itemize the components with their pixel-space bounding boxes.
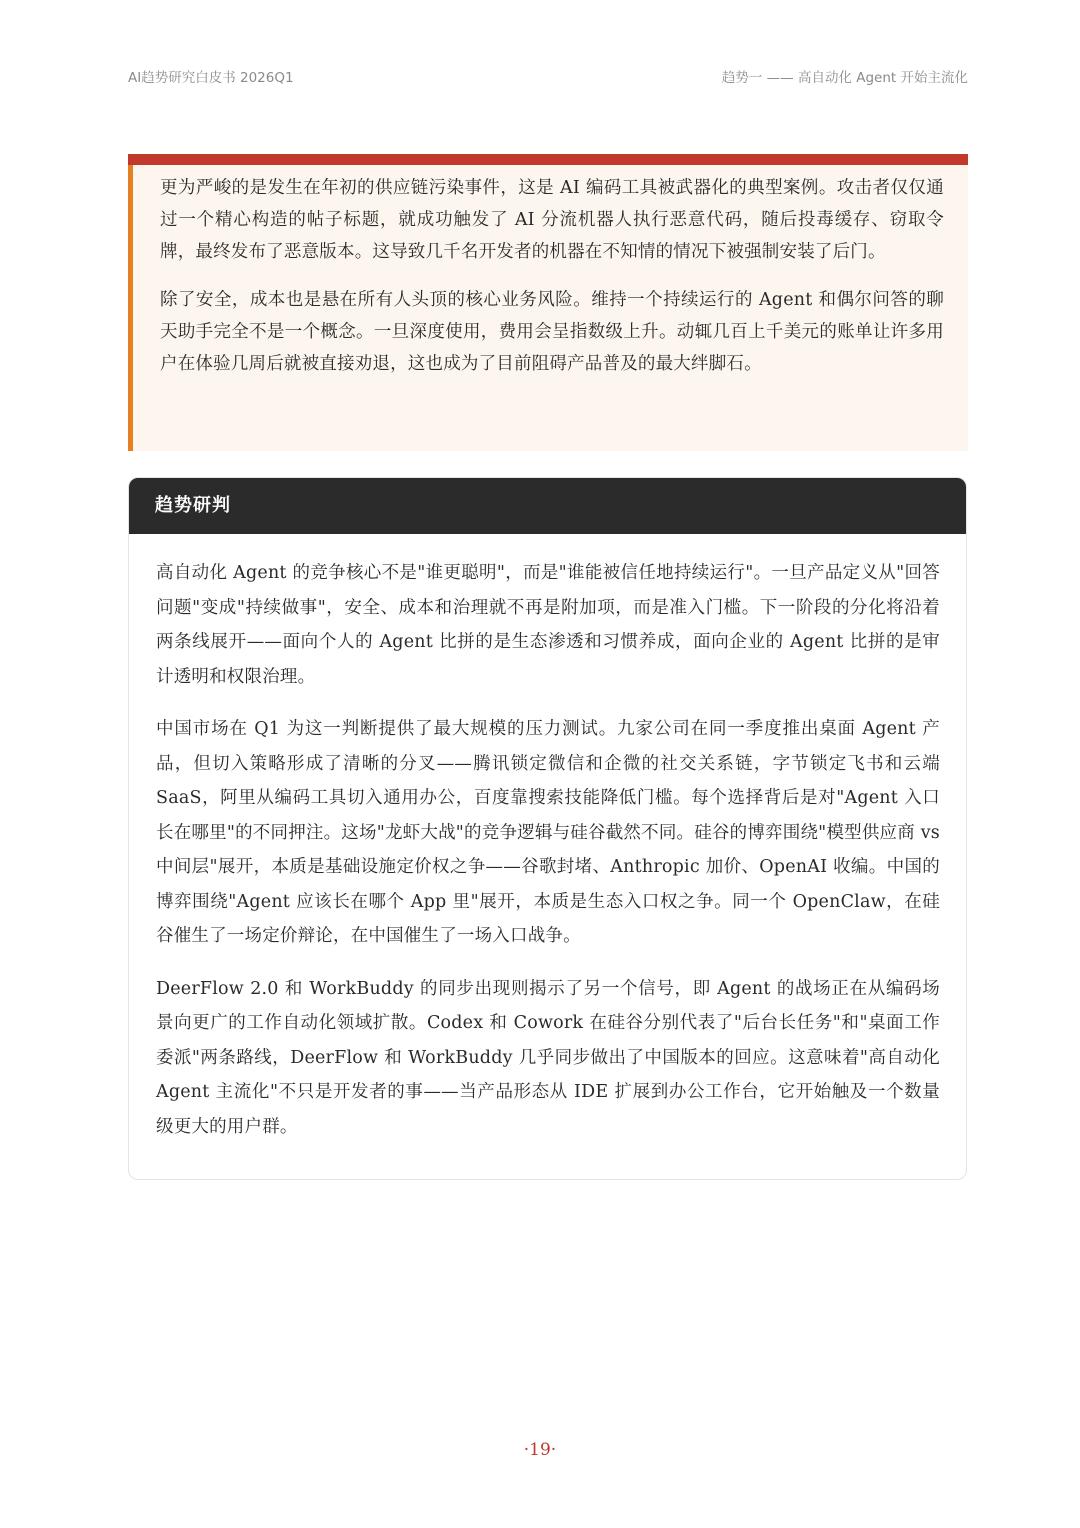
trend-analysis-card: [128, 477, 967, 1180]
section-title: 趋势一 —— 高自动化 Agent 开始主流化: [721, 70, 968, 86]
callout-paragraph: 更为严峻的是发生在年初的供应链污染事件，这是 AI 编码工具被武器化的典型案例。攻击者仅仅通过一个精心构造的帖子标题，就成功触发了 AI 分流机器人执行恶意代码，随后投毒缓存、窃取令牌，最终发布了恶意版本。这导致几千名开发者的机器在不知情的情况下被强制安装了后门。: [160, 178, 944, 262]
document-title: AI趋势研究白皮书 2026Q1: [128, 70, 294, 86]
running-header: [128, 66, 968, 90]
callout-paragraph: 除了安全，成本也是悬在所有人头顶的核心业务风险。维持一个持续运行的 Agent 和偶尔问答的聊天助手完全不是一个概念。一旦深度使用，费用会呈指数级上升。动辄几百上千美元的账单让许多用户在体验几周后就被直接劝退，这也成为了目前阻碍产品普及的最大绊脚石。: [160, 290, 944, 374]
callout-accent-bar: [128, 165, 133, 451]
card-paragraph: 中国市场在 Q1 为这一判断提供了最大规模的压力测试。九家公司在同一季度推出桌面 Agent 产品，但切入策略形成了清晰的分叉——腾讯锁定微信和企微的社交关系链，字节锁定飞书和云端 SaaS，阿里从编码工具切入通用办公，百度靠搜索技能降低门槛。每个选择背后是对"Agent 入口长在哪里"的不同押注。这场"龙虾大战"的竞争逻辑与硅谷截然不同。硅谷的博弈围绕"模型供应商 vs 中间层"展开，本质是基础设施定价权之争——谷歌封堵、Anthropic 加价、OpenAI 收编。中国的博弈围绕"Agent 应该长在哪个 App 里"展开，本质是生态入口权之争。同一个 OpenClaw，在硅谷催生了一场定价辩论，在中国催生了一场入口战争。: [156, 719, 940, 946]
card-body: [129, 534, 966, 1144]
callout-top-bar: [128, 154, 968, 165]
callout-content: [160, 172, 944, 396]
card-paragraph: DeerFlow 2.0 和 WorkBuddy 的同步出现则揭示了另一个信号，即 Agent 的战场正在从编码场景向更广的工作自动化领域扩散。Codex 和 Cowork 在硅谷分别代表了"后台长任务"和"桌面工作委派"两条路线，DeerFlow 和 WorkBuddy 几乎同步做出了中国版本的回应。这意味着"高自动化 Agent 主流化"不只是开发者的事——当产品形态从 IDE 扩展到办公工作台，它开始触及一个数量级更大的用户群。: [156, 978, 940, 1137]
callout-box: [128, 154, 968, 451]
page-number: ·19·: [523, 1440, 557, 1460]
card-paragraph: 高自动化 Agent 的竞争核心不是"谁更聪明"，而是"谁能被信任地持续运行"。一旦产品定义从"回答问题"变成"持续做事"，安全、成本和治理就不再是附加项，而是准入门槛。下一阶段的分化将沿着两条线展开——面向个人的 Agent 比拼的是生态渗透和习惯养成，面向企业的 Agent 比拼的是审计透明和权限治理。: [156, 563, 940, 687]
card-title: 趋势研判: [129, 478, 966, 534]
